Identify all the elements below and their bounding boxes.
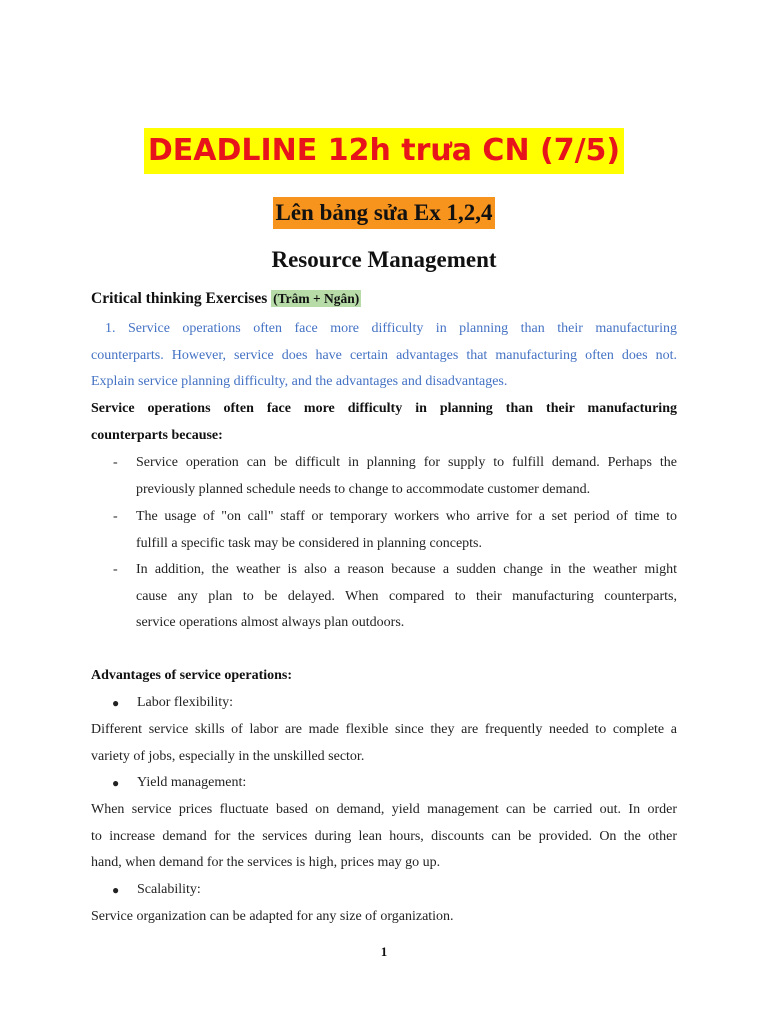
bullet-item xyxy=(91,877,201,904)
question-line: Explain service planning difficulty, and the advantages and disadvantages. xyxy=(91,374,508,390)
answer-intro-line: Service operations often face more difficulty in planning than their manufacturing xyxy=(91,401,677,416)
board-note-text: Lên bảng sửa Ex 1,2,4 xyxy=(273,197,494,229)
page-number: 1 xyxy=(380,944,388,959)
deadline-text: DEADLINE 12h trưa CN (7/5) xyxy=(144,128,624,174)
bullet-item xyxy=(91,690,233,717)
advantage-paragraph xyxy=(91,797,677,877)
list-item-line: service operations almost always plan outdoors. xyxy=(136,615,405,631)
paragraph-line: Different service skills of labor are made flexible since they are frequently needed to complete a xyxy=(91,722,677,737)
section-heading xyxy=(91,287,361,311)
list-item-line: Service operation can be difficult in planning for supply to fulfill demand. Perhaps the xyxy=(136,455,677,470)
list-item xyxy=(91,450,677,503)
list-item-line: cause any plan to be delayed. When compared to their manufacturing counterparts, xyxy=(136,588,677,604)
dash-marker: - xyxy=(113,455,118,470)
list-item xyxy=(91,504,677,557)
section-heading-text: Critical thinking Exercises xyxy=(91,290,268,307)
list-item-line: The usage of "on call" staff or temporary workers who arrive for a set period of time to xyxy=(136,509,677,524)
list-item-line: fulfill a specific task may be considered in planning concepts. xyxy=(136,535,483,551)
bullet-icon: ● xyxy=(112,696,120,710)
dash-marker: - xyxy=(113,509,118,524)
dash-marker: - xyxy=(113,562,118,577)
advantage-paragraph xyxy=(91,904,677,931)
bullet-label: Labor flexibility: xyxy=(137,695,234,710)
list-item-line: In addition, the weather is also a reason because a sudden change in the weather might xyxy=(136,562,677,577)
assignees-badge: (Trâm + Ngân) xyxy=(273,291,360,306)
paragraph-line: variety of jobs, especially in the unskilled sector. xyxy=(91,748,365,764)
advantages-heading: Advantages of service operations: xyxy=(91,668,293,683)
bullet-label: Scalability: xyxy=(137,882,201,897)
board-note xyxy=(0,197,768,229)
bullet-label: Yield management: xyxy=(137,775,247,790)
paragraph-line: When service prices fluctuate based on demand, yield management can be carried out. In order xyxy=(91,802,677,817)
answer-intro xyxy=(91,396,677,449)
paragraph-line: hand, when demand for the services is high, prices may go up. xyxy=(91,855,441,871)
paragraph-line: Service organization can be adapted for any size of organization. xyxy=(91,909,454,924)
bullet-item xyxy=(91,770,246,797)
question-line: counterparts. However, service does have certain advantages that manufacturing often does not. xyxy=(91,347,677,363)
page-title: Resource Management xyxy=(271,247,497,272)
question-paragraph xyxy=(91,316,677,396)
advantage-paragraph xyxy=(91,717,677,770)
paragraph-line: to increase demand for the services during lean hours, discounts can be provided. On the other xyxy=(91,828,677,844)
question-line: 1. Service operations often face more difficulty in planning than their manufacturing xyxy=(105,321,677,336)
deadline-banner xyxy=(0,128,768,174)
answer-intro-line: counterparts because: xyxy=(91,427,223,443)
bullet-icon: ● xyxy=(112,776,120,790)
bullet-icon: ● xyxy=(112,883,120,897)
list-item xyxy=(91,557,677,637)
list-item-line: previously planned schedule needs to change to accommodate customer demand. xyxy=(136,481,591,497)
